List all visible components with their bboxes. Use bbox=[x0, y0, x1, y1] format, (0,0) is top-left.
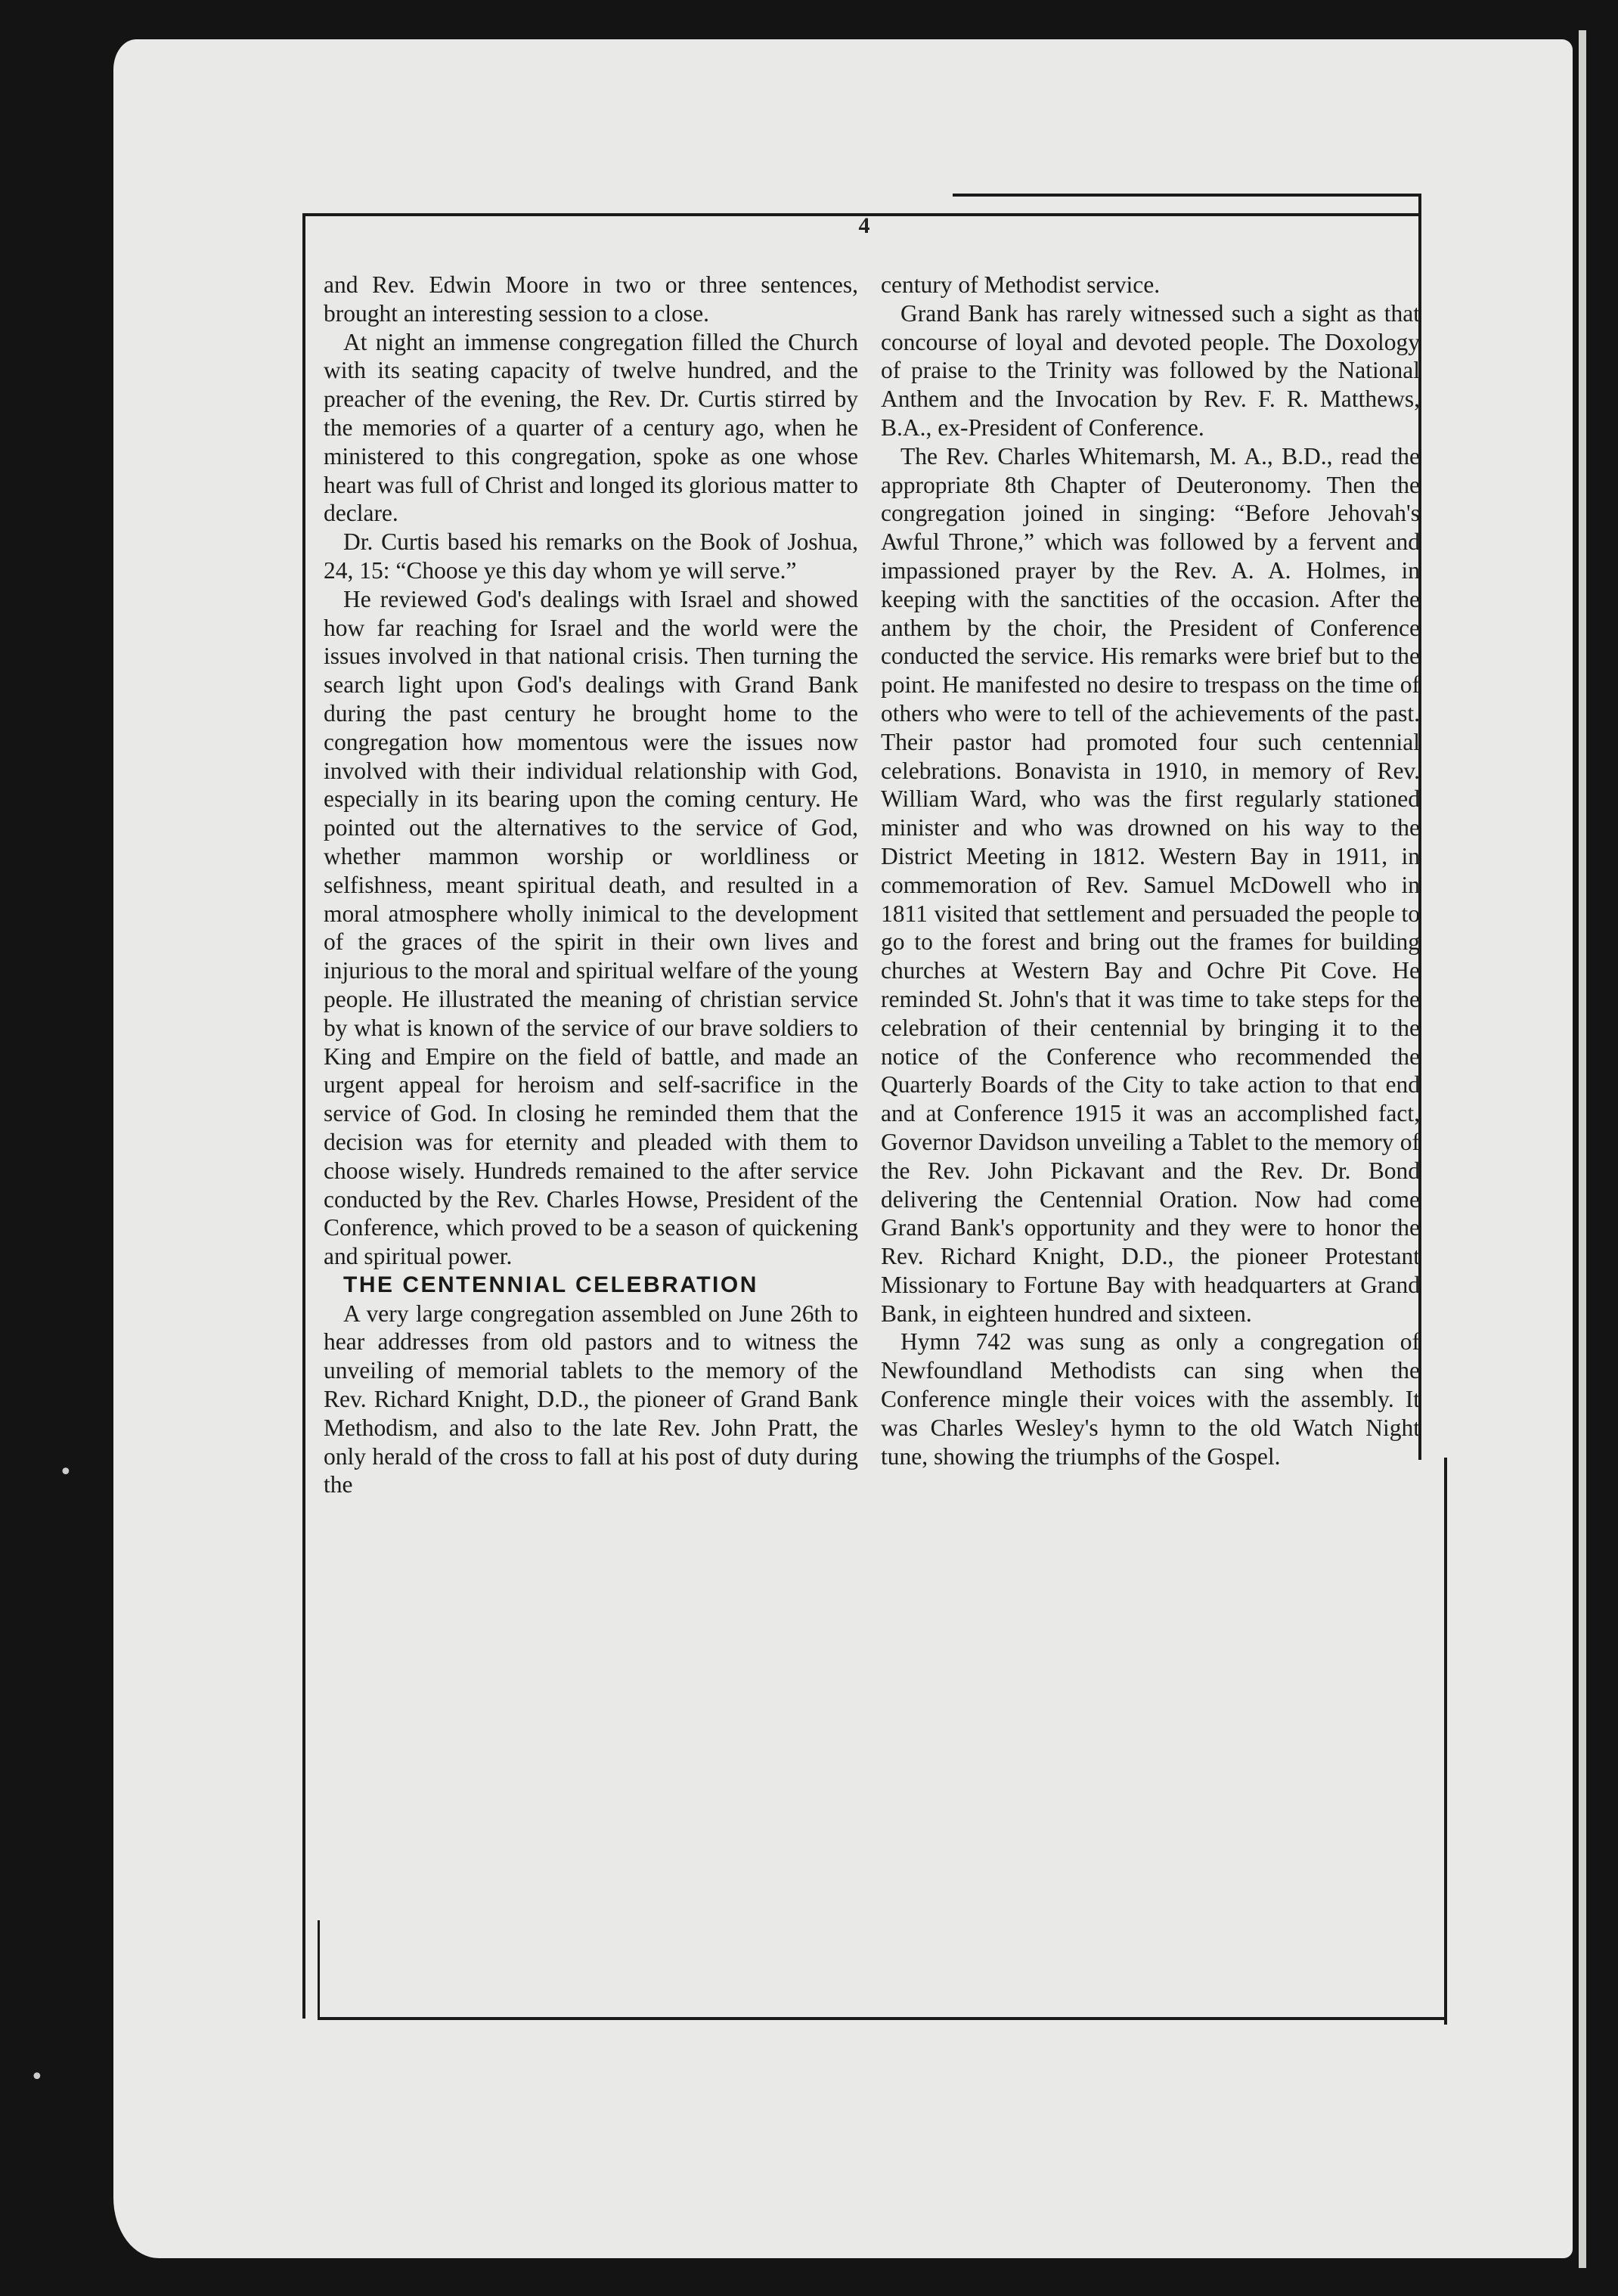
right-paragraph-1: century of Methodist service. bbox=[881, 271, 1161, 298]
right-paragraph-4: Hymn 742 was sung as only a congregation of Newfoundland Methodists can sing when the Conference mingle their voices with the assembly. It was Charles Wesley's hymn to the old Watch Night tune, showing the triumphs of the Gospel. bbox=[881, 1328, 1420, 1470]
column-divider bbox=[318, 1920, 320, 2019]
left-paragraph-3: Dr. Curtis based his remarks on the Book of Joshua, 24, 15: “Choose ye this day whom ye will serve.” bbox=[324, 528, 858, 584]
section-heading: THE CENTENNIAL CELEBRATION bbox=[343, 1272, 758, 1297]
left-column bbox=[324, 271, 858, 1499]
frame-left-rule bbox=[302, 215, 305, 2019]
page-number: 4 bbox=[858, 213, 870, 238]
right-paragraph-2: Grand Bank has rarely witnessed such a sight as that concourse of loyal and devoted people. The Doxology of praise to the Trinity was followed by the National Anthem and the Invocation by Rev. F. R. Matthews, B.A., ex-President of Conference. bbox=[881, 299, 1420, 441]
page-edge-shadow bbox=[1579, 30, 1586, 2268]
left-paragraph-1: and Rev. Edwin Moore in two or three sentences, brought an interesting session to a close. bbox=[324, 271, 858, 327]
frame-right-rule-lower bbox=[1444, 1458, 1447, 2025]
right-paragraph-3: The Rev. Charles Whitemarsh, M. A., B.D., read the appropriate 8th Chapter of Deuteronomy. Then the congregation joined in singing: “Before Jehovah's Awful Throne,” which was followed by a fervent and impassioned prayer by the Rev. A. A. Holmes, in keeping with the sanctities of the occasion. After the anthem by the choir, the President of Conference conducted the service. His remarks were brief but to the point. He manifested no desire to trespass on the time of others who were to tell of the achievements of the past. Their pastor had promoted four such centennial celebrations. Bonavista in 1910, in memory of Rev. William Ward, who was the first regularly stationed minister and who was drowned on his way to the District Meeting in 1812. Western Bay in 1911, in commemoration of Rev. Samuel McDowell who in 1811 visited that settlement and persuaded the people to go to the forest and bring out the frames for building churches at Western Bay and Ochre Pit Cove. He reminded St. John's that it was time to take steps for the celebration of their centennial by bringing it to the notice of the Conference who recommended the Quarterly Boards of the City to take action to that end and at Conference 1915 it was an accomplished fact, Governor Davidson unveiling a Tablet to the memory of the Rev. John Pickavant and the Rev. Dr. Bond delivering the Centennial Oration. Now had come Grand Bank's opportunity and they were to honor the Rev. Richard Knight, D.D., the pioneer Protestant Missionary to Fortune Bay with headquarters at Grand Bank, in eighteen hundred and sixteen. bbox=[881, 442, 1420, 1327]
right-column bbox=[881, 271, 1420, 1470]
scan-speck: • bbox=[59, 1459, 73, 1486]
frame-bottom-rule bbox=[318, 2017, 1447, 2020]
left-paragraph-5: A very large congregation assembled on June 26th to hear addresses from old pastors and to witness the unveiling of memorial tablets to the memory of the Rev. Richard Knight, D.D., the pioneer of Grand Bank Methodism, and also to the late Rev. John Pratt, the only herald of the cross to fall at his post of duty during the bbox=[324, 1300, 858, 1498]
scan-speck: • bbox=[30, 2064, 44, 2090]
frame-top-rule-right bbox=[953, 194, 1421, 197]
left-paragraph-2: At night an immense congregation filled the Church with its seating capacity of twelve hundred, and the preacher of the evening, the Rev. Dr. Curtis stirred by the memories of a quarter of a century ago, when he ministered to this congregation, spoke as one whose heart was full of Christ and longed its glorious matter to declare. bbox=[324, 328, 858, 527]
left-paragraph-4: He reviewed God's dealings with Israel and showed how far reaching for Israel and the world were the issues involved in that national crisis. Then turning the search light upon God's dealings with Grand Bank during the past century he brought home to the congregation how momentous were the issues now involved with their individual relationship with God, especially in its bearing upon the coming century. He pointed out the alternatives to the service of God, whether mammon worship or worldliness or selfishness, meant spiritual death, and resulted in a moral atmosphere wholly inimical to the development of the graces of the spirit in their own lives and injurious to the moral and spiritual welfare of the young people. He illustrated the meaning of christian service by what is known of the service of our brave soldiers to King and Empire on the field of battle, and made an urgent appeal for heroism and self-sacrifice in the service of God. In closing he reminded them that the decision was for eternity and pleaded with them to choose wisely. Hundreds remained to the after service conducted by the Rev. Charles Howse, President of the Conference, which proved to be a season of quickening and spiritual power. bbox=[324, 585, 858, 1270]
